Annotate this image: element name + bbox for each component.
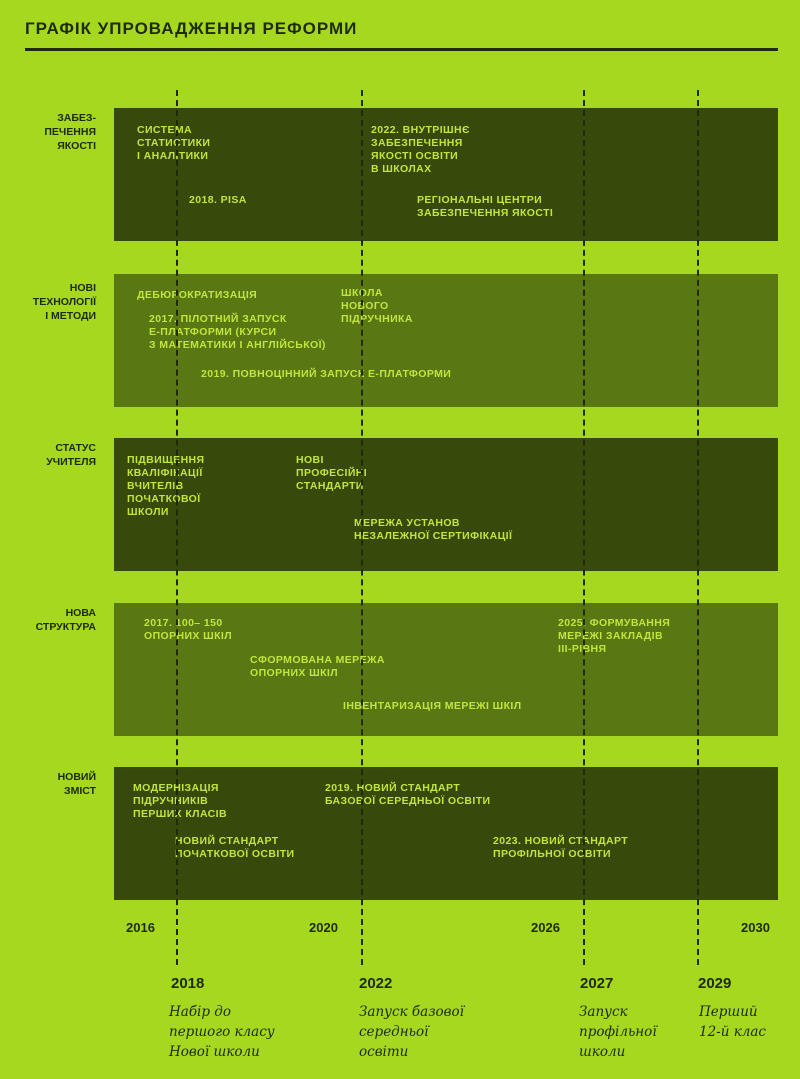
timeline-item: ДЕБЮРОКРАТИЗАЦІЯ	[137, 289, 258, 301]
timeline-item: 2019. ПОВНОЦІННИЙ ЗАПУСК Е-ПЛАТФОРМИ	[201, 368, 452, 380]
milestone-description: Перший 12-й клас	[699, 1004, 766, 1040]
milestone-description: Запуск профільної школи	[579, 1004, 657, 1060]
timeline-item: НОВІ ПРОФЕСІЙНІ СТАНДАРТИ	[296, 454, 368, 492]
axis-tick: 2016	[126, 920, 155, 935]
row-label-teacher: СТАТУС УЧИТЕЛЯ	[46, 442, 96, 468]
timeline-item: 2023. НОВИЙ СТАНДАРТ ПРОФІЛЬНОЇ ОСВІТИ	[493, 835, 629, 860]
timeline-item: ШКОЛА НОВОГО ПІДРУЧНИКА	[341, 287, 413, 325]
timeline-item: МОДЕРНІЗАЦІЯ ПІДРУЧНИКІВ ПЕРШИХ КЛАСІВ	[133, 782, 227, 820]
milestone-description: Запуск базової середньої освіти	[359, 1004, 464, 1060]
row-label-quality: ЗАБЕЗ- ПЕЧЕННЯ ЯКОСТІ	[44, 112, 96, 152]
milestone-line-2018	[176, 90, 178, 965]
timeline-item: ІНВЕНТАРИЗАЦІЯ МЕРЕЖІ ШКІЛ	[343, 700, 522, 712]
axis-tick: 2026	[531, 920, 560, 935]
title-divider	[25, 48, 778, 51]
timeline-item: НОВИЙ СТАНДАРТ ПОЧАТКОВОЇ ОСВІТИ	[175, 835, 295, 860]
timeline-item: 2025. ФОРМУВАННЯ МЕРЕЖІ ЗАКЛАДІВ ІІІ-РІВНЯ	[558, 617, 671, 655]
milestone-line-2027	[583, 90, 585, 965]
axis-tick: 2020	[309, 920, 338, 935]
timeline-item: СИСТЕМА СТАТИСТИКИ І АНАЛІТИКИ	[137, 124, 211, 162]
row-label-content: НОВИЙ ЗМІСТ	[57, 771, 96, 797]
milestone-line-2022	[361, 90, 363, 965]
milestone-description: Набір до першого класу Нової школи	[169, 1004, 275, 1060]
milestone-year: 2022	[359, 975, 393, 992]
row-label-technology: НОВІ ТЕХНОЛОГІЇ І МЕТОДИ	[32, 282, 96, 322]
timeline-item: 2022. ВНУТРІШНЄ ЗАБЕЗПЕЧЕННЯ ЯКОСТІ ОСВІТИ В ШКОЛАХ	[371, 124, 470, 175]
row-label-structure: НОВА СТРУКТУРА	[35, 607, 96, 633]
timeline-item: 2018. PISA	[189, 194, 247, 206]
axis-tick: 2030	[741, 920, 770, 935]
milestone-year: 2029	[698, 975, 732, 992]
timeline-item: 2017. ПІЛОТНИЙ ЗАПУСК Е-ПЛАТФОРМИ (КУРСИ З МАТЕМАТИКИ І АНГЛІЙСЬКОЇ)	[149, 313, 326, 351]
page-title: ГРАФІК УПРОВАДЖЕННЯ РЕФОРМИ	[25, 19, 358, 38]
timeline-item: 2019. НОВИЙ СТАНДАРТ БАЗОВОЇ СЕРЕДНЬОЇ ОСВІТИ	[325, 782, 491, 807]
timeline-item: 2017. 100– 150 ОПОРНИХ ШКІЛ	[144, 617, 232, 642]
timeline-item: ПІДВИЩЕННЯ КВАЛІФІКАЦІЇ ВЧИТЕЛІВ ПОЧАТКОВОЇ ШКОЛИ	[127, 454, 205, 518]
milestone-line-2029	[697, 90, 699, 965]
timeline-item: МЕРЕЖА УСТАНОВ НЕЗАЛЕЖНОЇ СЕРТИФІКАЦІЇ	[354, 517, 513, 542]
milestone-year: 2018	[171, 975, 205, 992]
timeline-item: РЕГІОНАЛЬНІ ЦЕНТРИ ЗАБЕЗПЕЧЕННЯ ЯКОСТІ	[417, 194, 554, 219]
milestone-year: 2027	[580, 975, 614, 992]
band-teacher	[114, 438, 778, 571]
timeline-item: СФОРМОВАНА МЕРЕЖА ОПОРНИХ ШКІЛ	[250, 654, 385, 679]
